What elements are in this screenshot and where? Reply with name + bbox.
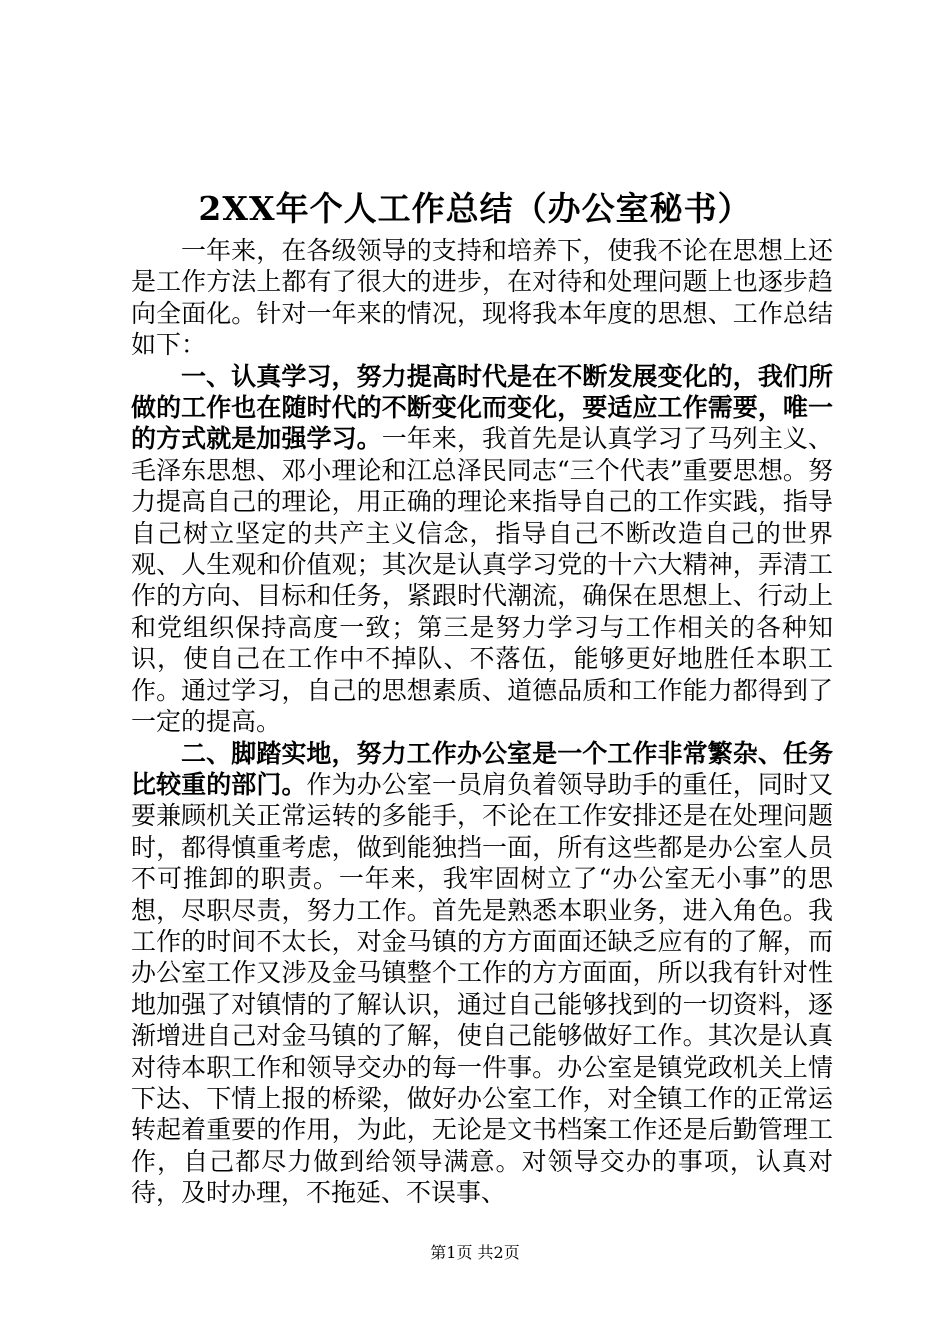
paragraph-text: 一年来，在各级领导的支持和培养下，使我不论在思想上还是工作方法上都有了很大的进步，在对待和处理问题上也逐步趋向全面化。针对一年来的情况，现将我本年度的思想、工作总结如下： xyxy=(131,236,833,360)
document-body xyxy=(131,235,833,1209)
section-heading: 二、脚踏实地，努力工作办公室是一个工作非常繁杂、任务比较重的部门。 xyxy=(131,738,833,799)
paragraph-section-2 xyxy=(131,738,833,1209)
section-heading: 一、认真学习，努力提高时代是在不断发展变化的，我们所做的工作也在随时代的不断变化而变化，要适应工作需要，唯一的方式就是加强学习。 xyxy=(131,361,833,454)
document-title: 2XX年个人工作总结（办公室秘书） xyxy=(198,189,752,228)
paragraph-text: 一年来，我首先是认真学习了马列主义、毛泽东思想、邓小理论和江总泽民同志“三个代表”重要思想。努力提高自己的理论，用正确的理论来指导自己的工作实践，指导自己树立坚定的共产主义信念，指导自己不断改造自己的世界观、人生观和价值观；其次是认真学习党的十六大精神，弄清工作的方向、目标和任务，紧跟时代潮流，确保在思想上、行动上和党组织保持高度一致；第三是努力学习与工作相关的各种知识，使自己在工作中不掉队、不落伍，能够更好地胜任本职工作。通过学习，自己的思想素质、道德品质和工作能力都得到了一定的提高。 xyxy=(131,424,833,737)
paragraph-intro xyxy=(131,235,833,361)
page-footer: 第1页 共2页 xyxy=(430,1243,520,1262)
paragraph-section-1 xyxy=(131,361,833,738)
paragraph-text: 作为办公室一员肩负着领导助手的重任，同时又要兼顾机关正常运转的多能手，不论在工作安排还是在处理问题时，都得慎重考虑，做到能独挡一面，所有这些都是办公室人员不可推卸的职责。一年来，我牢固树立了“办公室无小事”的思想，尽职尽责，努力工作。首先是熟悉本职业务，进入角色。我工作的时间不太长，对金马镇的方方面面还缺乏应有的了解，而办公室工作又涉及金马镇整个工作的方方面面，所以我有针对性地加强了对镇情的了解认识，通过自己能够找到的一切资料，逐渐增进自己对金马镇的了解，使自己能够做好工作。其次是认真对待本职工作和领导交办的每一件事。办公室是镇党政机关上情下达、下情上报的桥梁，做好办公室工作，对全镇工作的正常运转起着重要的作用，为此，无论是文书档案工作还是后勤管理工作，自己都尽力做到给领导满意。对领导交办的事项，认真对待，及时办理，不拖延、不误事、 xyxy=(131,769,833,1208)
